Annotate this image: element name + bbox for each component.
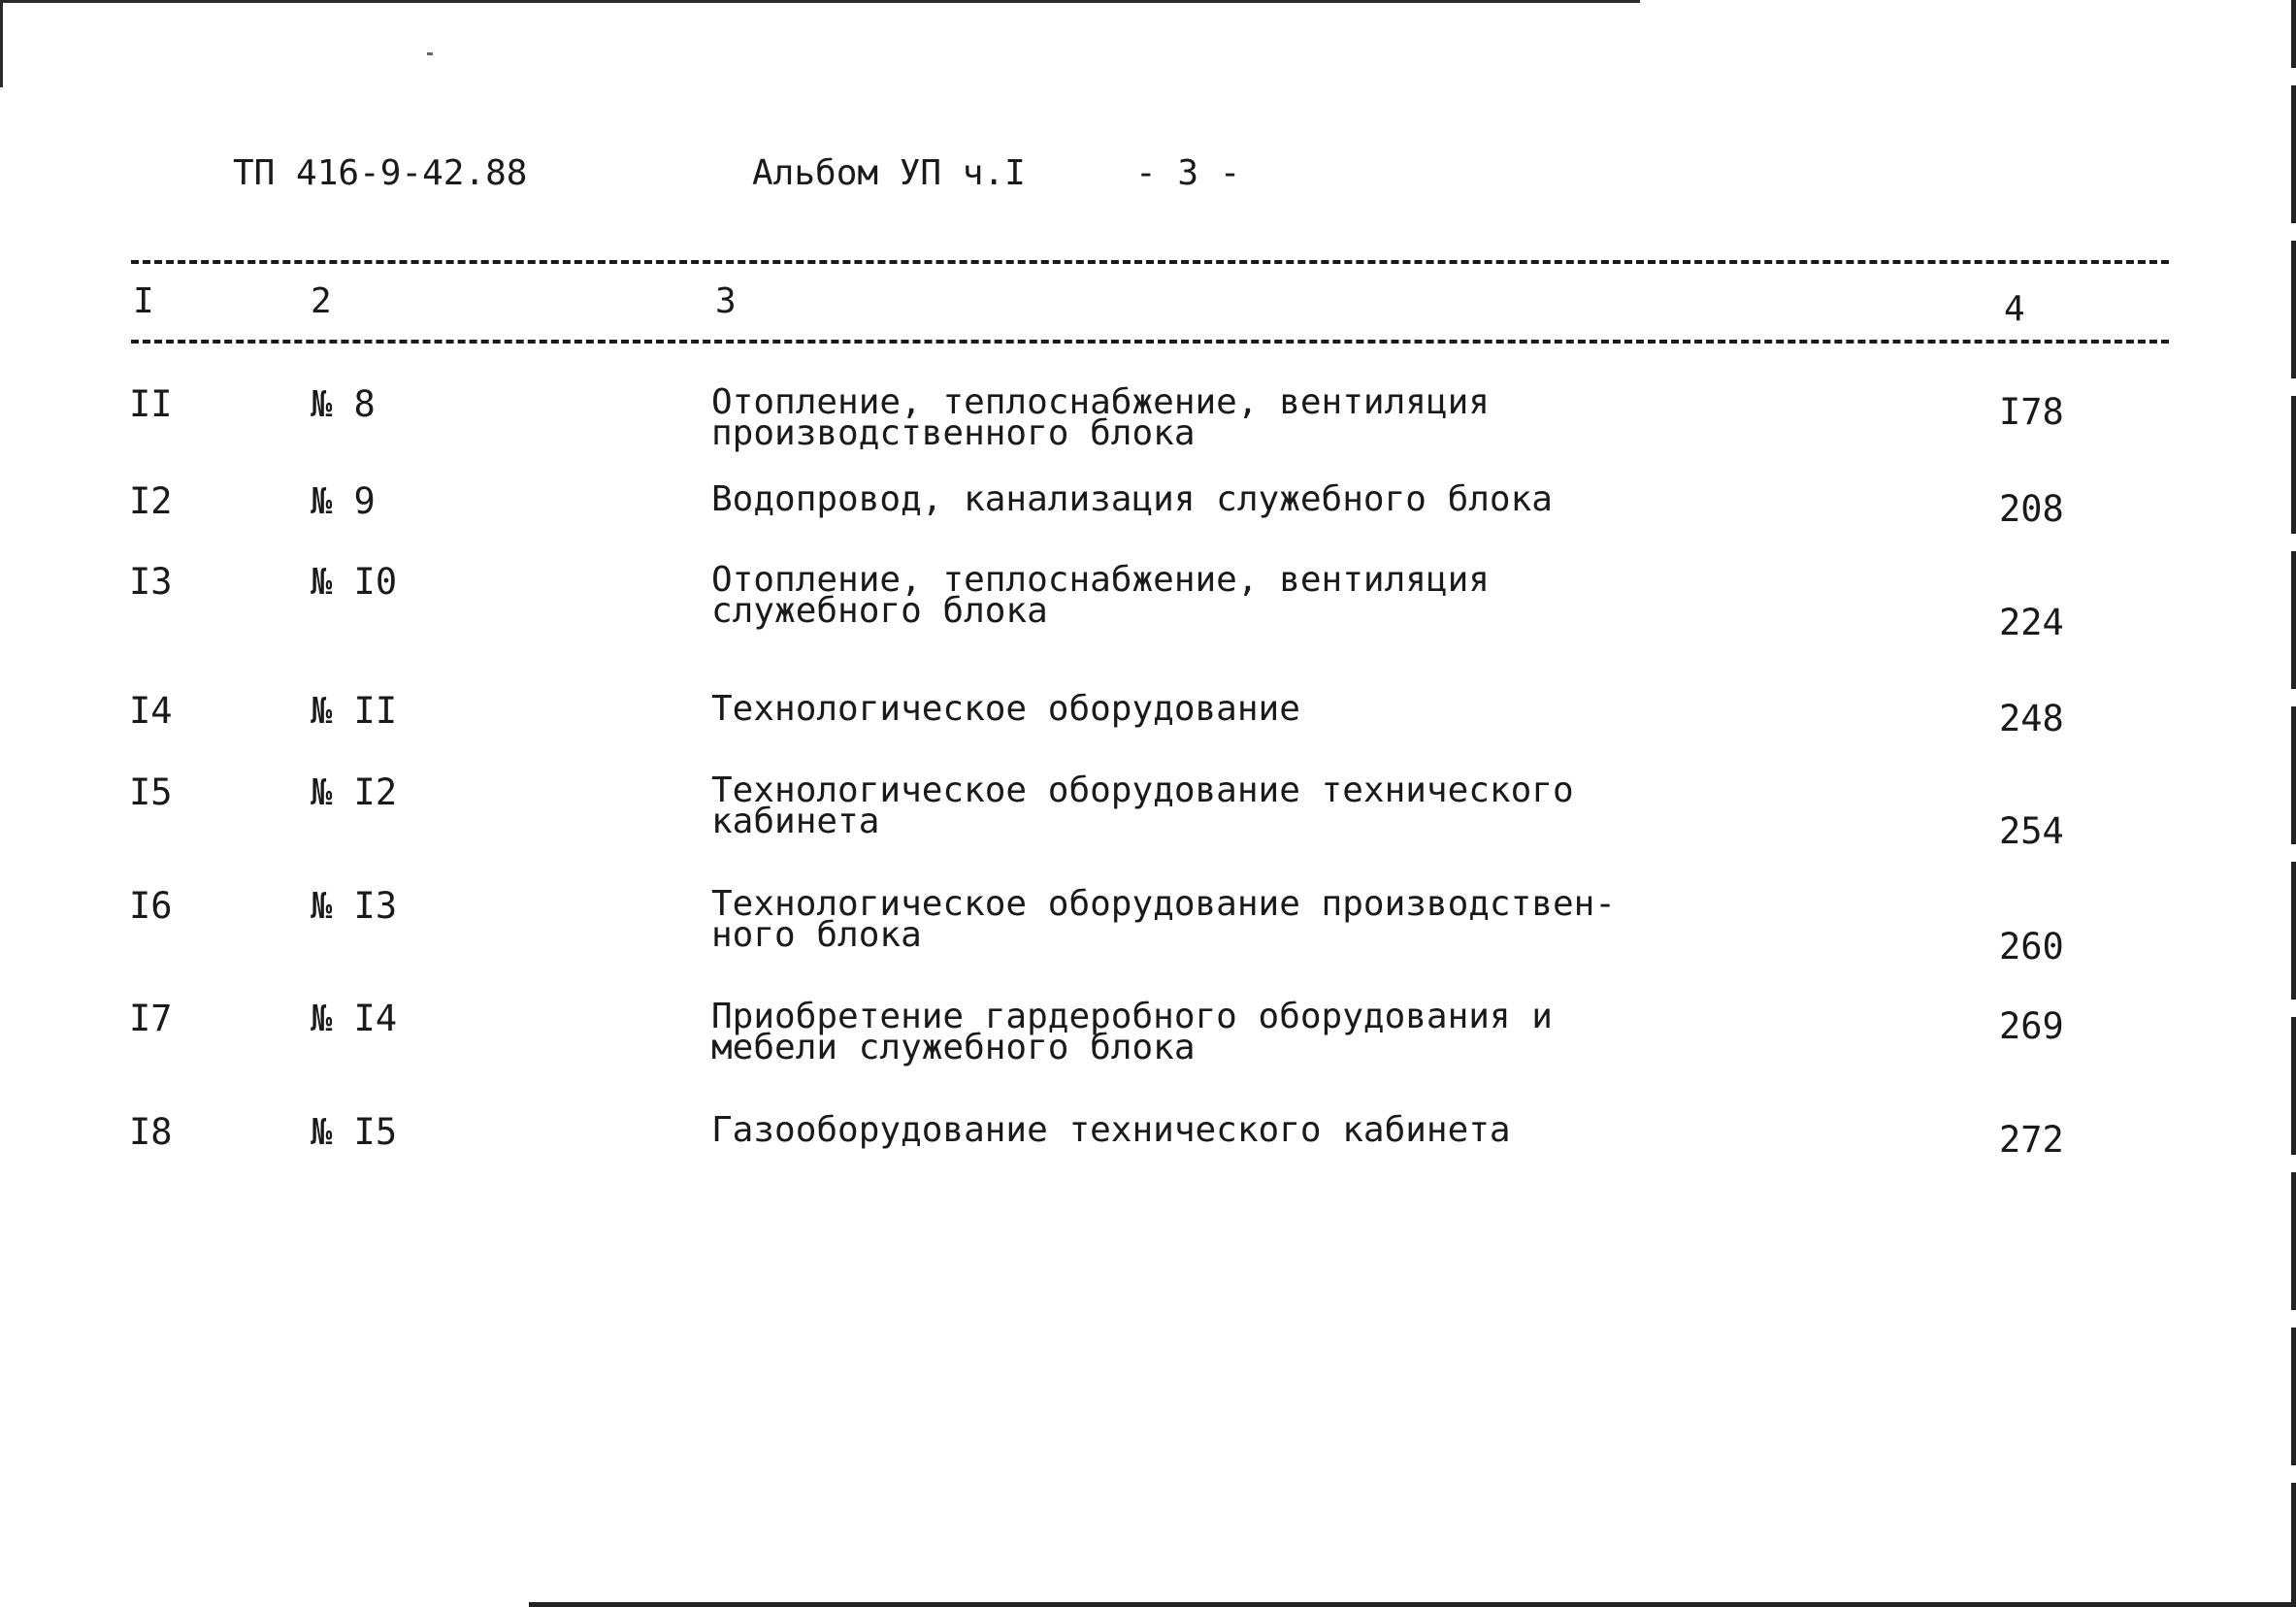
scan-border-top [0, 0, 1640, 3]
table-header-rule [131, 340, 2169, 344]
row-album: № I5 [311, 1111, 398, 1153]
scan-speck [427, 52, 433, 55]
row-page: I78 [1999, 391, 2064, 433]
row-album: № 8 [311, 383, 376, 425]
scan-border-left [0, 0, 3, 87]
row-album: № I4 [311, 998, 398, 1039]
row-title: Газооборудование технического кабинета [711, 1110, 1511, 1150]
page-number: - 3 - [1135, 153, 1241, 193]
row-number: I8 [129, 1111, 173, 1153]
row-number: II [129, 383, 173, 425]
row-page: 208 [1999, 488, 2064, 530]
row-number: I4 [129, 690, 173, 732]
row-page: 254 [1999, 810, 2064, 852]
row-album: № 9 [311, 480, 376, 522]
row-title: Технологическое оборудование технического кабинета [711, 771, 1574, 841]
row-number: I2 [129, 480, 173, 522]
row-number: I6 [129, 885, 173, 927]
album-label: Альбом УП ч.I [752, 153, 1026, 193]
table-top-rule [131, 260, 2169, 264]
row-number: I5 [129, 771, 173, 813]
column-header-3: 3 [715, 281, 737, 321]
row-album: № I3 [311, 885, 398, 927]
row-number: I7 [129, 998, 173, 1039]
row-page: 269 [1999, 1005, 2064, 1047]
column-header-1: I [133, 281, 154, 321]
scan-border-right [2291, 0, 2296, 1607]
column-header-2: 2 [311, 281, 332, 321]
row-number: I3 [129, 561, 173, 603]
scan-border-bottom [529, 1602, 2296, 1607]
column-header-4: 4 [2004, 289, 2025, 329]
row-page: 260 [1999, 926, 2064, 967]
row-title: Отопление, теплоснабжение, вентиляция производственного блока [711, 382, 1490, 453]
row-album: № II [311, 690, 398, 732]
row-page: 248 [1999, 698, 2064, 739]
row-title: Водопровод, канализация служебного блока [711, 479, 1553, 519]
row-album: № I2 [311, 771, 398, 813]
document-code: ТП 416-9-42.88 [233, 153, 528, 193]
row-title: Приобретение гардеробного оборудования и мебели служебного блока [711, 997, 1553, 1067]
row-title: Технологическое оборудование [711, 689, 1300, 729]
row-page: 224 [1999, 602, 2064, 643]
row-title: Отопление, теплоснабжение, вентиляция служебного блока [711, 560, 1490, 631]
row-album: № I0 [311, 561, 398, 603]
row-title: Технологическое оборудование производствен- ного блока [711, 884, 1616, 955]
row-page: 272 [1999, 1119, 2064, 1161]
